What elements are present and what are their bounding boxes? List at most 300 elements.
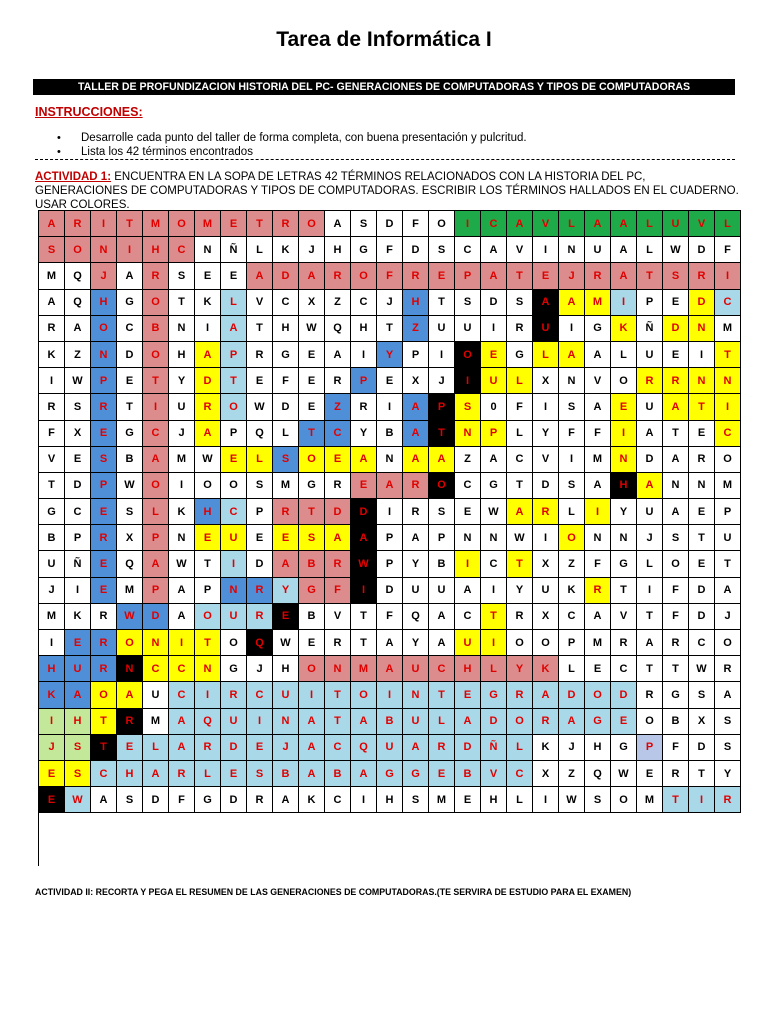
grid-cell: Y [273, 578, 299, 604]
grid-cell: V [689, 211, 715, 237]
grid-cell: V [611, 604, 637, 630]
grid-cell: D [377, 578, 403, 604]
grid-cell: N [169, 525, 195, 551]
grid-cell: R [91, 604, 117, 630]
grid-cell: N [611, 447, 637, 473]
grid-cell: H [91, 290, 117, 316]
grid-cell: R [689, 447, 715, 473]
grid-cell: Z [455, 447, 481, 473]
grid-cell: F [325, 578, 351, 604]
grid-cell: R [533, 709, 559, 735]
grid-cell: Y [169, 368, 195, 394]
grid-cell: I [143, 394, 169, 420]
grid-cell: G [117, 290, 143, 316]
grid-cell: C [117, 316, 143, 342]
grid-cell: T [325, 709, 351, 735]
grid-cell: N [143, 630, 169, 656]
grid-cell: D [559, 682, 585, 708]
grid-cell: J [247, 656, 273, 682]
grid-cell: H [455, 656, 481, 682]
grid-cell: T [429, 421, 455, 447]
grid-cell: I [715, 394, 741, 420]
grid-cell: T [715, 342, 741, 368]
grid-cell: T [195, 551, 221, 577]
grid-cell: T [637, 604, 663, 630]
grid-cell: C [455, 604, 481, 630]
grid-cell: T [689, 394, 715, 420]
grid-cell: D [533, 473, 559, 499]
grid-cell: P [377, 525, 403, 551]
grid-cell: X [403, 368, 429, 394]
grid-cell: A [585, 211, 611, 237]
grid-cell: L [637, 211, 663, 237]
grid-cell: R [143, 263, 169, 289]
grid-cell: R [91, 656, 117, 682]
grid-cell: S [273, 447, 299, 473]
grid-cell: S [559, 394, 585, 420]
grid-cell: L [143, 735, 169, 761]
grid-cell: O [299, 211, 325, 237]
grid-cell: R [195, 735, 221, 761]
grid-cell: A [403, 421, 429, 447]
grid-cell: E [663, 290, 689, 316]
grid-cell: B [39, 525, 65, 551]
grid-cell: O [715, 447, 741, 473]
grid-cell: S [91, 447, 117, 473]
grid-cell: N [559, 237, 585, 263]
grid-cell: H [273, 316, 299, 342]
grid-cell: S [247, 473, 273, 499]
grid-cell: R [403, 263, 429, 289]
grid-cell: Y [715, 761, 741, 787]
grid-cell: Z [325, 394, 351, 420]
grid-cell: H [273, 656, 299, 682]
grid-cell: P [247, 499, 273, 525]
grid-cell: U [715, 525, 741, 551]
grid-cell: H [169, 342, 195, 368]
grid-cell: K [39, 682, 65, 708]
grid-cell: N [221, 578, 247, 604]
grid-cell: E [377, 368, 403, 394]
grid-cell: A [611, 211, 637, 237]
grid-cell: B [325, 761, 351, 787]
grid-cell: K [273, 237, 299, 263]
grid-cell: U [429, 578, 455, 604]
grid-cell: E [247, 368, 273, 394]
grid-cell: E [689, 551, 715, 577]
grid-cell: E [351, 473, 377, 499]
grid-cell: O [559, 525, 585, 551]
grid-cell: L [507, 787, 533, 813]
grid-cell: F [377, 237, 403, 263]
grid-cell: E [221, 263, 247, 289]
grid-cell: C [559, 604, 585, 630]
grid-cell: D [221, 735, 247, 761]
grid-cell: R [637, 368, 663, 394]
grid-cell: S [351, 211, 377, 237]
grid-cell: T [195, 630, 221, 656]
grid-cell: D [689, 290, 715, 316]
grid-cell: N [117, 656, 143, 682]
grid-cell: R [221, 682, 247, 708]
grid-cell: E [221, 211, 247, 237]
grid-cell: D [351, 499, 377, 525]
grid-cell: S [507, 290, 533, 316]
grid-cell: M [351, 656, 377, 682]
grid-cell: A [273, 551, 299, 577]
grid-cell: I [39, 630, 65, 656]
grid-cell: W [195, 447, 221, 473]
grid-cell: P [403, 342, 429, 368]
grid-cell: H [65, 709, 91, 735]
grid-cell: Ñ [221, 237, 247, 263]
grid-cell: A [195, 421, 221, 447]
grid-cell: I [689, 342, 715, 368]
word-search-grid [38, 210, 741, 866]
grid-cell: I [481, 578, 507, 604]
grid-cell: D [247, 551, 273, 577]
grid-cell: F [273, 368, 299, 394]
grid-cell: Y [377, 342, 403, 368]
grid-cell: E [91, 551, 117, 577]
grid-cell: S [455, 394, 481, 420]
grid-cell: O [351, 682, 377, 708]
grid-cell: R [325, 368, 351, 394]
grid-cell: D [403, 237, 429, 263]
grid-cell: T [325, 682, 351, 708]
grid-cell: K [533, 735, 559, 761]
grid-cell: L [559, 656, 585, 682]
grid-cell: U [533, 316, 559, 342]
grid-cell: I [481, 316, 507, 342]
grid-cell: O [195, 473, 221, 499]
grid-cell: B [299, 551, 325, 577]
grid-cell: T [429, 682, 455, 708]
grid-cell: X [533, 604, 559, 630]
grid-cell: M [715, 473, 741, 499]
grid-cell: A [299, 761, 325, 787]
grid-cell: H [325, 237, 351, 263]
grid-cell: U [377, 735, 403, 761]
grid-cell: R [507, 682, 533, 708]
instruction-item: • Desarrolle cada punto del taller de forma completa, con buena presentación y pulcritud. [57, 131, 527, 145]
grid-cell: U [39, 551, 65, 577]
grid-cell: O [91, 316, 117, 342]
grid-cell: M [429, 787, 455, 813]
grid-cell: P [429, 394, 455, 420]
grid-cell: A [351, 761, 377, 787]
grid-cell: P [481, 421, 507, 447]
grid-cell: D [143, 604, 169, 630]
grid-cell: E [299, 342, 325, 368]
grid-cell: D [689, 578, 715, 604]
grid-cell: M [273, 473, 299, 499]
grid-cell: J [377, 290, 403, 316]
grid-cell: G [299, 473, 325, 499]
grid-cell: W [481, 499, 507, 525]
grid-cell: A [169, 735, 195, 761]
grid-cell: C [247, 682, 273, 708]
grid-cell: S [689, 682, 715, 708]
grid-cell: L [481, 656, 507, 682]
grid-cell: S [715, 735, 741, 761]
grid-cell: O [351, 263, 377, 289]
grid-cell: R [117, 709, 143, 735]
grid-cell: D [689, 604, 715, 630]
grid-cell: A [715, 578, 741, 604]
grid-cell: C [169, 656, 195, 682]
grid-cell: T [429, 290, 455, 316]
grid-cell: P [221, 342, 247, 368]
grid-cell: K [559, 578, 585, 604]
grid-cell: I [195, 682, 221, 708]
grid-cell: T [39, 473, 65, 499]
grid-cell: B [429, 551, 455, 577]
grid-cell: E [117, 735, 143, 761]
grid-cell: Y [351, 421, 377, 447]
grid-cell: U [221, 709, 247, 735]
grid-cell: F [663, 604, 689, 630]
grid-cell: H [39, 656, 65, 682]
grid-cell: F [663, 735, 689, 761]
grid-cell: J [715, 604, 741, 630]
grid-cell: O [169, 211, 195, 237]
grid-cell: L [507, 735, 533, 761]
grid-cell: P [429, 525, 455, 551]
activity-1 [35, 170, 740, 212]
grid-cell: T [143, 368, 169, 394]
grid-cell: F [39, 421, 65, 447]
grid-cell: U [169, 394, 195, 420]
grid-cell: E [689, 421, 715, 447]
grid-cell: A [533, 682, 559, 708]
grid-cell: S [169, 263, 195, 289]
grid-cell: K [65, 604, 91, 630]
grid-cell: V [533, 211, 559, 237]
grid-cell: P [455, 263, 481, 289]
grid-cell: R [247, 578, 273, 604]
grid-cell: Y [507, 578, 533, 604]
grid-cell: C [325, 787, 351, 813]
grid-cell: C [351, 290, 377, 316]
grid-cell: O [195, 604, 221, 630]
grid-cell: E [247, 735, 273, 761]
grid-cell: R [689, 263, 715, 289]
grid-cell: I [169, 630, 195, 656]
grid-cell: S [585, 787, 611, 813]
grid-cell: S [299, 525, 325, 551]
grid-cell: A [273, 787, 299, 813]
grid-cell: D [637, 447, 663, 473]
grid-cell: U [221, 604, 247, 630]
grid-cell: U [143, 682, 169, 708]
grid-cell: Y [403, 630, 429, 656]
grid-cell: R [663, 761, 689, 787]
grid-cell: F [377, 604, 403, 630]
grid-cell: N [715, 368, 741, 394]
grid-cell: I [689, 787, 715, 813]
grid-cell: N [325, 656, 351, 682]
grid-cell: E [533, 263, 559, 289]
grid-cell: J [169, 421, 195, 447]
grid-cell: T [351, 604, 377, 630]
grid-cell: E [195, 525, 221, 551]
grid-cell: M [585, 290, 611, 316]
grid-cell: C [715, 421, 741, 447]
grid-cell: N [689, 368, 715, 394]
grid-cell: G [221, 656, 247, 682]
grid-cell: K [169, 499, 195, 525]
grid-cell: J [429, 368, 455, 394]
grid-cell: I [611, 421, 637, 447]
grid-cell: D [689, 735, 715, 761]
grid-cell: I [351, 578, 377, 604]
grid-cell: I [299, 682, 325, 708]
grid-cell: C [715, 290, 741, 316]
grid-cell: F [585, 551, 611, 577]
grid-cell: A [637, 630, 663, 656]
grid-cell: E [429, 263, 455, 289]
grid-cell: I [91, 211, 117, 237]
grid-cell: A [507, 499, 533, 525]
grid-cell: N [585, 525, 611, 551]
grid-cell: I [455, 368, 481, 394]
grid-cell: K [533, 656, 559, 682]
grid-cell: O [637, 709, 663, 735]
grid-cell: A [403, 447, 429, 473]
grid-cell: R [663, 368, 689, 394]
grid-cell: A [377, 473, 403, 499]
grid-cell: G [403, 761, 429, 787]
grid-cell: T [117, 394, 143, 420]
grid-cell: E [221, 761, 247, 787]
grid-cell: A [637, 421, 663, 447]
grid-cell: A [65, 682, 91, 708]
grid-cell: K [39, 342, 65, 368]
instruction-item: • Lista los 42 términos encontrados [57, 145, 527, 159]
grid-cell: E [39, 787, 65, 813]
grid-cell: Q [247, 630, 273, 656]
grid-cell: X [533, 551, 559, 577]
instructions-heading: INSTRUCCIONES: [35, 105, 143, 119]
grid-cell: E [39, 761, 65, 787]
grid-cell: C [507, 447, 533, 473]
grid-cell: N [377, 447, 403, 473]
grid-cell: O [585, 682, 611, 708]
grid-cell: I [65, 578, 91, 604]
grid-cell: I [559, 447, 585, 473]
grid-cell: D [377, 211, 403, 237]
instructions-list [57, 131, 527, 159]
grid-cell: A [403, 735, 429, 761]
grid-cell: W [663, 237, 689, 263]
grid-cell: J [559, 263, 585, 289]
grid-cell: W [117, 604, 143, 630]
grid-cell: S [429, 499, 455, 525]
grid-cell: G [611, 735, 637, 761]
grid-cell: T [117, 211, 143, 237]
grid-cell: K [611, 316, 637, 342]
grid-cell: D [221, 787, 247, 813]
grid-cell: Y [533, 421, 559, 447]
grid-cell: A [247, 263, 273, 289]
grid-cell: T [637, 263, 663, 289]
grid-cell: A [117, 263, 143, 289]
grid-cell: I [39, 368, 65, 394]
grid-cell: E [611, 394, 637, 420]
grid-cell: I [533, 525, 559, 551]
grid-cell: R [325, 473, 351, 499]
grid-cell: A [715, 682, 741, 708]
grid-cell: S [663, 525, 689, 551]
grid-cell: P [91, 368, 117, 394]
grid-cell: T [351, 630, 377, 656]
grid-cell: A [403, 394, 429, 420]
grid-cell: N [195, 237, 221, 263]
grid-cell: C [481, 211, 507, 237]
grid-cell: L [507, 421, 533, 447]
grid-cell: M [169, 447, 195, 473]
grid-cell: S [455, 290, 481, 316]
grid-cell: E [299, 630, 325, 656]
grid-cell: R [247, 342, 273, 368]
grid-cell: N [91, 342, 117, 368]
grid-cell: M [39, 263, 65, 289]
grid-cell: R [91, 394, 117, 420]
grid-cell: H [585, 735, 611, 761]
grid-cell: I [169, 473, 195, 499]
grid-cell: U [663, 211, 689, 237]
grid-cell: C [169, 237, 195, 263]
grid-cell: W [559, 787, 585, 813]
grid-cell: X [65, 421, 91, 447]
grid-cell: R [195, 394, 221, 420]
grid-cell: Ñ [481, 735, 507, 761]
grid-cell: I [533, 787, 559, 813]
grid-cell: M [585, 630, 611, 656]
grid-cell: S [247, 761, 273, 787]
grid-cell: F [715, 237, 741, 263]
grid-cell: S [429, 237, 455, 263]
grid-cell: N [559, 368, 585, 394]
grid-cell: L [247, 237, 273, 263]
grid-cell: H [377, 787, 403, 813]
grid-cell: I [221, 551, 247, 577]
grid-cell: P [377, 551, 403, 577]
grid-cell: A [299, 263, 325, 289]
grid-cell: N [689, 473, 715, 499]
grid-cell: R [39, 394, 65, 420]
grid-cell: M [195, 211, 221, 237]
grid-cell: U [455, 316, 481, 342]
grid-cell: E [91, 421, 117, 447]
grid-cell: H [611, 473, 637, 499]
grid-cell: F [377, 263, 403, 289]
grid-cell: F [559, 421, 585, 447]
grid-cell: H [351, 316, 377, 342]
grid-cell: O [143, 473, 169, 499]
grid-cell: A [559, 342, 585, 368]
grid-cell: A [429, 630, 455, 656]
grid-cell: P [195, 578, 221, 604]
grid-cell: C [481, 551, 507, 577]
grid-cell: A [585, 342, 611, 368]
grid-cell: E [455, 682, 481, 708]
grid-cell: A [481, 237, 507, 263]
grid-cell: D [117, 342, 143, 368]
grid-cell: U [403, 709, 429, 735]
grid-cell: A [195, 342, 221, 368]
